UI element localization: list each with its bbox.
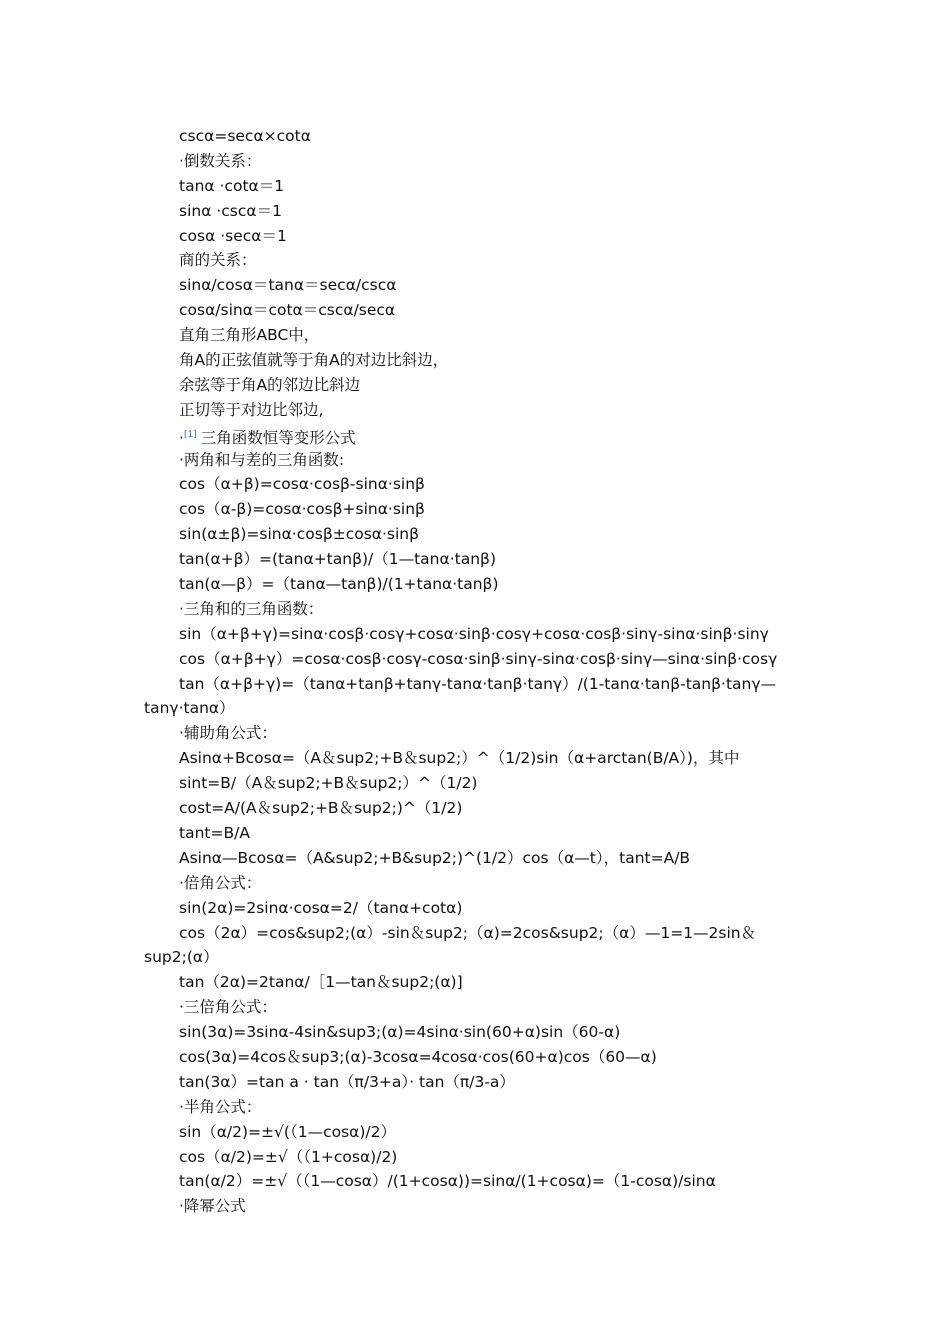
line-text: Asinα—Bcosα=（A&sup2;+B&sup2;)^(1/2）cos（α—t），tant=A/B xyxy=(179,848,691,867)
line-text: sin(α±β)=sinα·cosβ±cosα·sinβ xyxy=(179,525,420,544)
line-text: sinα/cosα＝tanα＝secα/cscα xyxy=(179,276,397,295)
text-line xyxy=(0,1095,950,1120)
text-line xyxy=(0,1169,950,1194)
line-text: tan(α/2）=±√（（1—cosα）/(1+cosα))=sinα/(1+cosα)=（1-cosα)/sinα xyxy=(179,1172,716,1191)
line-text: cost=A/(A＆sup2;+B＆sup2;)^（1/2) xyxy=(179,799,463,818)
line-text: tanα ·cotα＝1 xyxy=(179,176,285,195)
line-text: 商的关系： xyxy=(179,251,257,270)
text-line xyxy=(0,472,950,497)
text-line xyxy=(0,696,950,721)
text-line xyxy=(0,796,950,821)
text-line xyxy=(0,124,950,149)
text-line xyxy=(0,1045,950,1070)
line-text: tanγ·tanα） xyxy=(144,699,235,718)
line-text: ·倍角公式： xyxy=(179,873,262,892)
text-line xyxy=(0,945,950,970)
line-text: tan(3α）=tan a · tan（π/3+a）· tan（π/3-a） xyxy=(179,1072,515,1091)
text-line xyxy=(0,323,950,348)
text-line xyxy=(0,1020,950,1045)
text-line xyxy=(0,398,950,423)
text-line xyxy=(0,970,950,995)
text-line xyxy=(0,348,950,373)
line-text: tant=B/A xyxy=(179,823,250,842)
line-text: 余弦等于角A的邻边比斜边 xyxy=(179,375,361,394)
text-line xyxy=(0,224,950,249)
line-text: cscα=secα×cotα xyxy=(179,127,311,145)
line-text: tan(α+β）=(tanα+tanβ)/（1—tanα·tanβ) xyxy=(179,550,496,569)
text-line xyxy=(0,149,950,174)
text-line xyxy=(0,1070,950,1095)
line-text: cos（α/2)=±√（（1+cosα)/2) xyxy=(179,1147,398,1166)
line-text: sin（α+β+γ)=sinα·cosβ·cosγ+cosα·sinβ·cosγ+cosα·cosβ·sinγ-sinα·sinβ·sinγ xyxy=(179,624,769,643)
line-text: cosα ·secα＝1 xyxy=(179,226,287,245)
line-text: Asinα+Bcosα=（A＆sup2;+B＆sup2;）^（1/2)sin（α+arctan(B/A）)，其中 xyxy=(179,749,740,768)
text-line xyxy=(0,871,950,896)
text-line xyxy=(0,448,950,473)
line-text: ·辅助角公式： xyxy=(179,724,277,743)
text-line xyxy=(0,572,950,597)
line-text: ·三角和的三角函数： xyxy=(179,599,324,618)
text-line xyxy=(0,273,950,298)
line-text: tan（2α)=2tanα/［1—tan＆sup2;(α)] xyxy=(179,973,463,992)
line-text: cos(3α)=4cos＆sup3;(α)-3cosα=4cosα·cos(60+α)cos（60—α) xyxy=(179,1047,657,1066)
line-text: tan(α—β）=（tanα—tanβ)/(1+tanα·tanβ) xyxy=(179,575,499,594)
text-line xyxy=(0,1145,950,1170)
line-text: cos（α+β)=cosα·cosβ-sinα·sinβ xyxy=(179,475,425,494)
text-line xyxy=(0,1120,950,1145)
line-text: sin(2α)=2sinα·cosα=2/（tanα+cotα) xyxy=(179,898,463,917)
line-text: cosα/sinα＝cotα＝cscα/secα xyxy=(179,301,396,320)
bullet-dot: · xyxy=(179,428,184,447)
line-text: ·两角和与差的三角函数: xyxy=(179,450,345,469)
line-text: ·三倍角公式： xyxy=(179,998,277,1017)
text-line xyxy=(0,672,950,697)
line-text: ·降幂公式 xyxy=(179,1197,246,1216)
line-text: 三角函数恒等变形公式 xyxy=(200,428,356,447)
text-line xyxy=(0,373,950,398)
text-line xyxy=(0,721,950,746)
line-text: ·半角公式： xyxy=(179,1097,262,1116)
line-text: sup2;(α） xyxy=(144,948,219,967)
line-text: tan（α+β+γ)=（tanα+tanβ+tanγ-tanα·tanβ·tanγ）/(1-tanα·tanβ-tanβ·tanγ— xyxy=(179,674,777,693)
text-line xyxy=(0,821,950,846)
text-line xyxy=(0,622,950,647)
line-text: 正切等于对边比邻边, xyxy=(179,400,324,419)
line-text: cos（α+β+γ）=cosα·cosβ·cosγ-cosα·sinβ·sinγ-sinα·cosβ·sinγ—sinα·sinβ·cosγ xyxy=(179,649,778,668)
line-text: 直角三角形ABC中， xyxy=(179,326,320,345)
text-line xyxy=(0,846,950,871)
line-text: ·倒数关系： xyxy=(179,151,262,170)
line-text: 角A的正弦值就等于角A的对边比斜边， xyxy=(179,351,449,370)
line-text: cos（α-β)=cosα·cosβ+sinα·sinβ xyxy=(179,500,425,519)
text-line xyxy=(0,497,950,522)
line-text: sint=B/（A＆sup2;+B＆sup2;）^（1/2) xyxy=(179,774,478,793)
text-line xyxy=(0,896,950,921)
line-text: sin(3α)=3sinα-4sin&sup3;(α)=4sinα·sin(60+α)sin（60-α) xyxy=(179,1023,621,1042)
text-line xyxy=(0,248,950,273)
text-line xyxy=(0,522,950,547)
text-line xyxy=(0,746,950,771)
text-line xyxy=(0,547,950,572)
text-line xyxy=(0,597,950,622)
line-text: cos（2α）=cos&sup2;(α）-sin＆sup2;（α)=2cos&sup2;（α）—1=1—2sin＆ xyxy=(179,923,757,942)
text-line xyxy=(0,771,950,796)
text-line xyxy=(0,921,950,946)
line-text: sin（α/2)=±√(（1—cosα)/2） xyxy=(179,1122,396,1141)
text-line xyxy=(0,423,950,448)
text-line xyxy=(0,647,950,672)
text-line xyxy=(0,995,950,1020)
text-line xyxy=(0,298,950,323)
text-line xyxy=(0,174,950,199)
line-text: sinα ·cscα＝1 xyxy=(179,201,282,220)
text-line xyxy=(0,1194,950,1219)
document-body xyxy=(0,124,950,1219)
reference-link[interactable]: [1] xyxy=(183,429,197,440)
text-line xyxy=(0,199,950,224)
